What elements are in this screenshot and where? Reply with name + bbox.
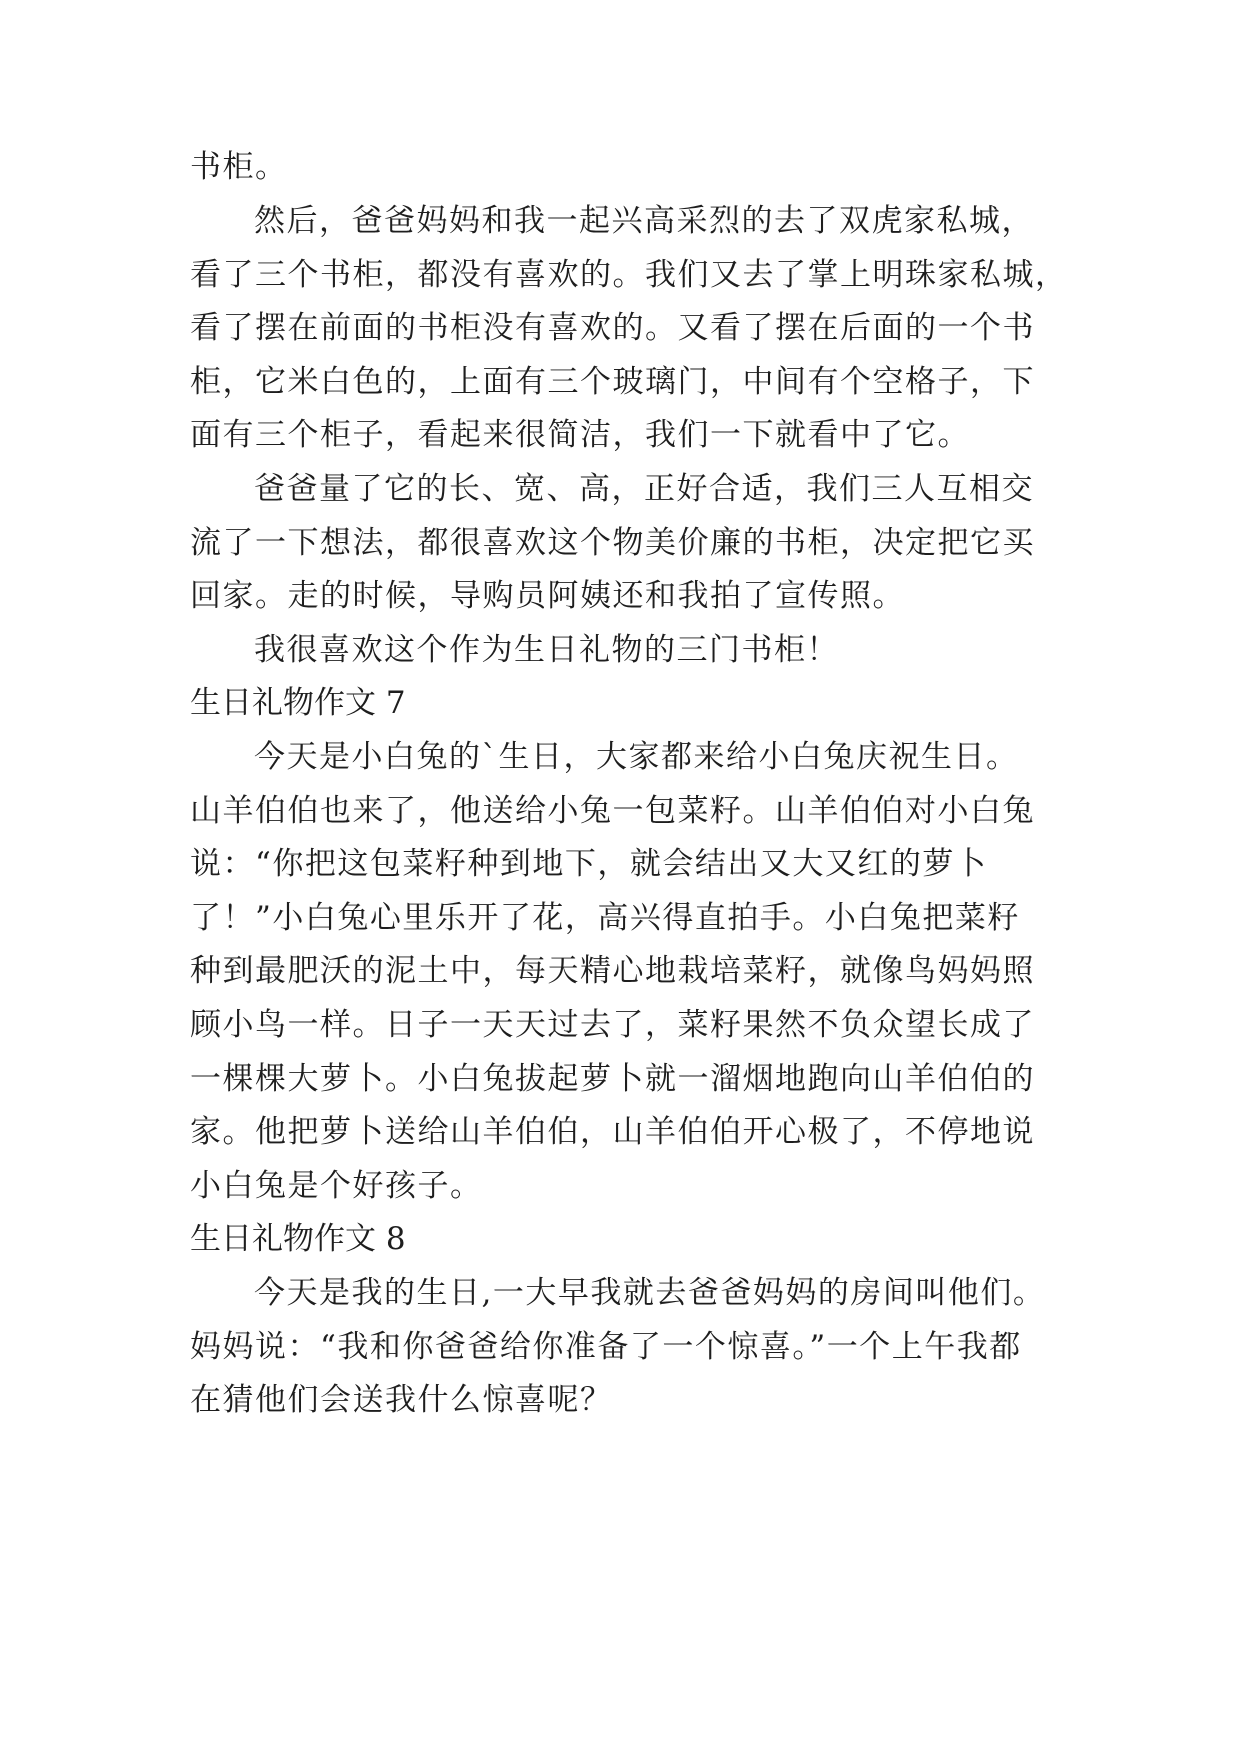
- text-line: 看了摆在前面的书柜没有喜欢的。又看了摆在后面的一个书: [190, 310, 1035, 346]
- text-line: 在猜他们会送我什么惊喜呢？: [190, 1382, 613, 1418]
- text-line: 顾小鸟一样。日子一天天过去了，菜籽果然不负众望长成了: [190, 1007, 1035, 1043]
- text-line: 妈妈说：“我和你爸爸给你准备了一个惊喜。”一个上午我都: [190, 1329, 1022, 1365]
- paragraph-first-line: 爸爸量了它的长、宽、高，正好合适，我们三人互相交: [254, 471, 1034, 507]
- paragraph-first-line: 今天是小白兔的`生日，大家都来给小白兔庆祝生日。: [254, 739, 1019, 775]
- text-line: 种到最肥沃的泥土中，每天精心地栽培菜籽，就像鸟妈妈照: [190, 953, 1035, 989]
- text-line: 一棵棵大萝卜。小白兔拔起萝卜就一溜烟地跑向山羊伯伯的: [190, 1061, 1035, 1097]
- paragraph-first-line: 然后，爸爸妈妈和我一起兴高采烈的去了双虎家私城，: [254, 203, 1034, 239]
- text-line: 看了三个书柜，都没有喜欢的。我们又去了掌上明珠家私城，: [190, 257, 1068, 293]
- text-line: 了！”小白兔心里乐开了花，高兴得直拍手。小白兔把菜籽: [190, 900, 1020, 936]
- text-line: 书柜。: [190, 149, 288, 185]
- section-heading: 生日礼物作文 8: [190, 1221, 406, 1257]
- text-line: 柜，它米白色的，上面有三个玻璃门，中间有个空格子，下: [190, 364, 1035, 400]
- text-line: 说：“你把这包菜籽种到地下，就会结出又大又红的萝卜: [190, 846, 988, 882]
- text-line: 家。他把萝卜送给山羊伯伯，山羊伯伯开心极了，不停地说: [190, 1114, 1035, 1150]
- text-line: 小白兔是个好孩子。: [190, 1168, 483, 1204]
- text-line: 面有三个柜子，看起来很简洁，我们一下就看中了它。: [190, 417, 970, 453]
- section-heading: 生日礼物作文 7: [190, 685, 406, 721]
- paragraph-first-line: 我很喜欢这个作为生日礼物的三门书柜！: [254, 632, 839, 668]
- text-line: 山羊伯伯也来了，他送给小兔一包菜籽。山羊伯伯对小白兔: [190, 793, 1035, 829]
- paragraph-first-line: 今天是我的生日,一大早我就去爸爸妈妈的房间叫他们。: [254, 1275, 1046, 1311]
- text-line: 回家。走的时候，导购员阿姨还和我拍了宣传照。: [190, 578, 905, 614]
- text-line: 流了一下想法，都很喜欢这个物美价廉的书柜，决定把它买: [190, 525, 1035, 561]
